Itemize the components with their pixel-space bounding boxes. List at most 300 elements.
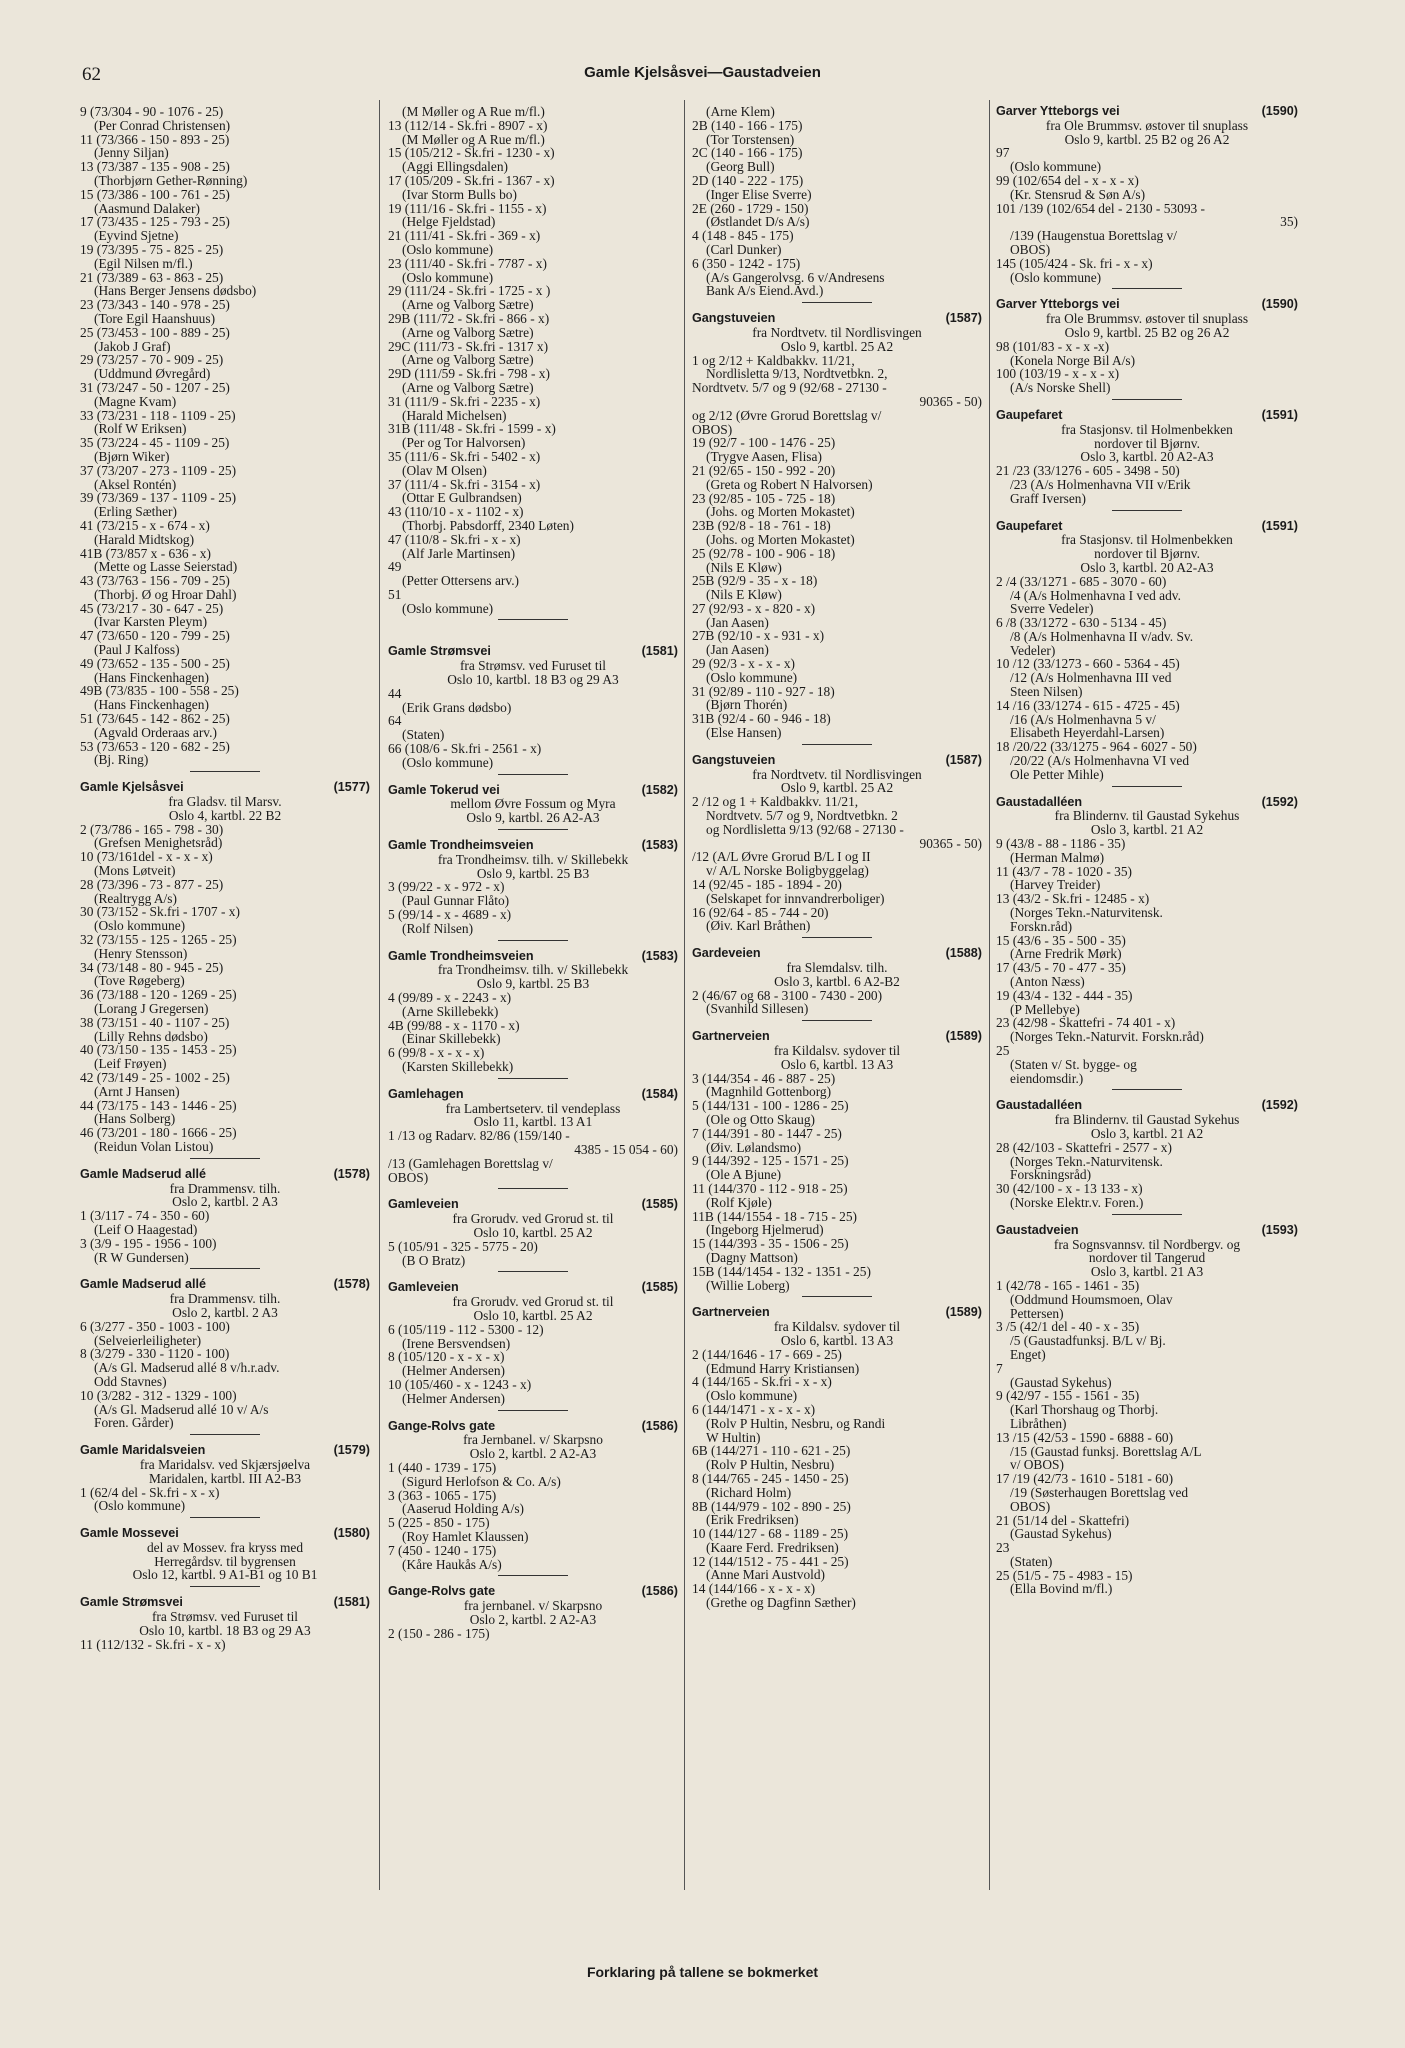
owner-line: (Paul Gunnar Flåto) bbox=[402, 893, 510, 909]
street-description: fra Blindernv. til Gaustad Sykehus bbox=[1054, 1112, 1240, 1128]
property-line: 37 (73/207 - 273 - 1109 - 25) bbox=[80, 462, 237, 478]
street-description: fra Nordtvetv. til Nordlisvingen bbox=[752, 324, 922, 340]
property-line: 66 (108/6 - Sk.fri - 2561 - x) bbox=[388, 741, 542, 757]
owner-line: (Ole og Otto Skaug) bbox=[706, 1111, 815, 1127]
owner-line: eiendomsdir.) bbox=[1010, 1070, 1084, 1086]
owner-line: (Trygve Aasen, Flisa) bbox=[706, 449, 822, 465]
property-line: 2C (140 - 166 - 175) bbox=[692, 145, 803, 161]
street-heading bbox=[996, 409, 1298, 423]
street-description: fra Lambertseterv. til vendeplass bbox=[445, 1100, 621, 1116]
owner-line: (Jenny Siljan) bbox=[94, 145, 169, 161]
street-description: Oslo 2, kartbl. 2 A2-A3 bbox=[469, 1611, 597, 1627]
property-line: 15 (73/386 - 100 - 761 - 25) bbox=[80, 186, 230, 202]
property-line: 6 /8 (33/1272 - 630 - 5134 - 45) bbox=[996, 615, 1167, 631]
owner-line: OBOS) bbox=[1010, 1498, 1051, 1514]
street-number: (1581) bbox=[641, 644, 678, 659]
owner-line: (Norges Tekn.-Naturvit. Forskn.råd) bbox=[1010, 1029, 1204, 1045]
property-line: 29 (92/3 - x - x - x) bbox=[692, 656, 796, 672]
owner-line: (P Mellebye) bbox=[1010, 1001, 1080, 1017]
street-description: fra Slemdalsv. tilh. bbox=[786, 960, 888, 976]
property-line: 1 og 2/12 + Kaldbakkv. 11/21, bbox=[692, 352, 855, 368]
owner-line: /16 (A/s Holmenhavna 5 v/ bbox=[1010, 711, 1156, 727]
owner-line: (Hans Finckenhagen) bbox=[94, 697, 209, 713]
owner-line: (Georg Bull) bbox=[706, 159, 775, 175]
owner-line: (Ivar Storm Bulls bo) bbox=[402, 186, 517, 202]
property-line: OBOS) bbox=[388, 1169, 429, 1185]
property-line: 49B (73/835 - 100 - 558 - 25) bbox=[80, 683, 239, 699]
street-description: fra Drammensv. tilh. bbox=[169, 1180, 281, 1196]
street-heading bbox=[692, 947, 982, 961]
property-line: 45 (73/217 - 30 - 647 - 25) bbox=[80, 600, 224, 616]
owner-line: (Irene Bersvendsen) bbox=[402, 1335, 511, 1351]
street-heading bbox=[80, 1278, 370, 1292]
owner-line: (Grefsen Menighetsråd) bbox=[94, 835, 223, 851]
property-line: 30 (73/152 - Sk.fri - 1707 - x) bbox=[80, 904, 240, 920]
property-line: 19 (111/16 - Sk.fri - 1155 - x) bbox=[388, 200, 547, 216]
owner-line: (Oslo kommune) bbox=[402, 600, 494, 616]
street-number: (1590) bbox=[1261, 105, 1298, 118]
owner-line: (Selskapet for innvandrerboliger) bbox=[706, 890, 885, 906]
property-line: 17 (73/435 - 125 - 793 - 25) bbox=[80, 214, 230, 230]
property-line: 31B (92/4 - 60 - 946 - 18) bbox=[692, 711, 831, 727]
property-line: 6B (144/271 - 110 - 621 - 25) bbox=[692, 1443, 851, 1459]
street-description: Oslo 10, kartbl. 25 A2 bbox=[473, 1307, 593, 1323]
owner-line: /12 (A/s Holmenhavna III ved bbox=[1010, 670, 1172, 686]
street-heading bbox=[996, 105, 1298, 119]
property-line: 8 (3/279 - 330 - 1120 - 100) bbox=[80, 1346, 230, 1362]
owner-line: (Staten v/ St. bygge- og bbox=[1010, 1056, 1137, 1072]
street-number: (1591) bbox=[1261, 518, 1298, 533]
street-heading bbox=[996, 1224, 1298, 1238]
street-description: Oslo 3, kartbl. 20 A2-A3 bbox=[1080, 559, 1214, 575]
owner-line: (Øiv. Karl Bråthen) bbox=[706, 918, 811, 934]
property-line: 21 (51/14 del - Skattefri) bbox=[996, 1512, 1130, 1528]
street-name: Gamle Trondheimsveien bbox=[388, 838, 534, 853]
property-line: 23 (111/40 - Sk.fri - 7787 - x) bbox=[388, 255, 547, 271]
owner-line: Vedeler) bbox=[1010, 642, 1056, 658]
property-line: 15 (144/393 - 35 - 1506 - 25) bbox=[692, 1236, 849, 1252]
section-rule bbox=[802, 744, 872, 745]
street-number: (1589) bbox=[945, 1305, 982, 1320]
owner-line: (Arne og Valborg Sætre) bbox=[402, 352, 534, 368]
property-line: 40 (73/150 - 135 - 1453 - 25) bbox=[80, 1042, 237, 1058]
street-number: (1589) bbox=[945, 1029, 982, 1044]
street-description: nordover til Bjørnv. bbox=[1094, 546, 1200, 562]
property-line: 1 (440 - 1739 - 175) bbox=[388, 1459, 497, 1475]
owner-line: (Ingeborg Hjelmerud) bbox=[706, 1222, 824, 1238]
property-line: 27B (92/10 - x - 931 - x) bbox=[692, 628, 825, 644]
property-line: 5 (105/91 - 325 - 5775 - 20) bbox=[388, 1238, 538, 1254]
owner-line: (Gaustad Sykehus) bbox=[1010, 1374, 1112, 1390]
owner-line: (Thorbj. Pabsdorff, 2340 Løten) bbox=[402, 517, 574, 533]
property-line: 101 /139 (102/654 del - 2130 - 53093 - bbox=[996, 200, 1206, 216]
owner-line: (Ottar E Gulbrandsen) bbox=[402, 490, 522, 506]
owner-line: (Einar Skillebekk) bbox=[402, 1031, 501, 1047]
property-line: 17 (43/5 - 70 - 477 - 35) bbox=[996, 960, 1126, 976]
owner-line: (Greta og Robert N Halvorsen) bbox=[706, 476, 873, 492]
running-head: Gamle Kjelsåsvei—Gaustadveien bbox=[584, 64, 821, 81]
street-name: Gangstuveien bbox=[692, 752, 776, 767]
owner-line: (Konela Norge Bil A/s) bbox=[1010, 352, 1136, 368]
page-number: 62 bbox=[82, 64, 101, 85]
property-line: 31 (111/9 - Sk.fri - 2235 - x) bbox=[388, 393, 541, 409]
section-rule bbox=[498, 1271, 568, 1272]
property-line: 44 (73/175 - 143 - 1446 - 25) bbox=[80, 1097, 237, 1113]
property-line: 2 /12 og 1 + Kaldbakkv. 11/21, bbox=[692, 794, 859, 810]
property-line: 53 (73/653 - 120 - 682 - 25) bbox=[80, 738, 230, 754]
owner-line: (Uddmund Øvregård) bbox=[94, 366, 211, 382]
owner-line: (Harvey Treider) bbox=[1010, 877, 1101, 893]
property-line: 13 (112/14 - Sk.fri - 8907 - x) bbox=[388, 117, 548, 133]
street-number: (1586) bbox=[641, 1584, 678, 1599]
property-line: og 2/12 (Øvre Grorud Borettslag v/ bbox=[692, 407, 882, 423]
street-heading bbox=[388, 1585, 678, 1599]
owner-line: (Alf Jarle Martinsen) bbox=[402, 545, 516, 561]
owner-line: (Olav M Olsen) bbox=[402, 462, 487, 478]
property-line: 38 (73/151 - 40 - 1107 - 25) bbox=[80, 1014, 230, 1030]
property-line: 6 (3/277 - 350 - 1003 - 100) bbox=[80, 1318, 230, 1334]
section-rule bbox=[498, 940, 568, 941]
owner-line: Elisabeth Heyerdahl-Larsen) bbox=[1010, 725, 1165, 741]
street-heading bbox=[388, 645, 678, 659]
street-name: Gange-Rolvs gate bbox=[388, 1418, 496, 1433]
property-line: 2B (140 - 166 - 175) bbox=[692, 117, 803, 133]
column-divider bbox=[989, 100, 990, 1890]
property-line: 6 (144/1471 - x - x - x) bbox=[692, 1401, 816, 1417]
column-3 bbox=[692, 105, 982, 1945]
property-line: 15 (43/6 - 35 - 500 - 35) bbox=[996, 932, 1126, 948]
owner-line: (A/s Gl. Madserud allé 8 v/h.r.adv. bbox=[94, 1360, 280, 1376]
street-heading bbox=[388, 1088, 678, 1102]
owner-line: (Nils E Kløw) bbox=[706, 559, 782, 575]
owner-line: (Oslo kommune) bbox=[94, 918, 186, 934]
owner-line: (Aggi Ellingsdalen) bbox=[402, 159, 508, 175]
property-line: 23 (92/85 - 105 - 725 - 18) bbox=[692, 490, 836, 506]
property-line: 2 (73/786 - 165 - 798 - 30) bbox=[80, 821, 224, 837]
property-line: 21 (92/65 - 150 - 992 - 20) bbox=[692, 462, 836, 478]
property-line: 99 (102/654 del - x - x - x) bbox=[996, 172, 1139, 188]
owner-line: v/ A/L Norske Boligbyggelag) bbox=[706, 863, 869, 879]
property-line: /12 (A/L Øvre Grorud B/L I og II bbox=[692, 849, 871, 865]
owner-line: (Aasmund Dalaker) bbox=[94, 200, 200, 216]
street-description: fra Stasjonsv. til Holmenbekken bbox=[1061, 532, 1233, 548]
owner-line: (Magne Kvam) bbox=[94, 393, 177, 409]
property-line: 3 (3/9 - 195 - 1956 - 100) bbox=[80, 1235, 217, 1251]
property-line: 42 (73/149 - 25 - 1002 - 25) bbox=[80, 1069, 230, 1085]
street-name: Gaupefaret bbox=[996, 407, 1063, 422]
owner-line: (Arne Fredrik Mørk) bbox=[1010, 946, 1122, 962]
street-description: Oslo 3, kartbl. 21 A2 bbox=[1090, 822, 1204, 838]
property-line: 4 (99/89 - x - 2243 - x) bbox=[388, 990, 512, 1006]
street-description: fra Gladsv. til Marsv. bbox=[168, 794, 282, 810]
owner-line: Steen Nilsen) bbox=[1010, 684, 1083, 700]
owner-line: (Selveierleiligheter) bbox=[94, 1332, 202, 1348]
owner-line: (Agvald Orderaas arv.) bbox=[94, 724, 217, 740]
owner-line: (Lilly Rehns dødsbo) bbox=[94, 1028, 208, 1044]
section-rule bbox=[802, 1296, 872, 1297]
owner-line: (Oslo kommune) bbox=[402, 754, 494, 770]
property-line: OBOS) bbox=[692, 421, 733, 437]
spacer bbox=[388, 622, 678, 636]
street-heading bbox=[388, 784, 678, 798]
owner-line: (Rolf Kjøle) bbox=[706, 1194, 772, 1210]
property-line: 35 (73/224 - 45 - 1109 - 25) bbox=[80, 435, 230, 451]
owner-line: (Norges Tekn.-Naturvitensk. bbox=[1010, 905, 1163, 921]
owner-line: (Erik Grans dødsbo) bbox=[402, 699, 512, 715]
owner-line: (Herman Malmø) bbox=[1010, 849, 1105, 865]
street-number: (1591) bbox=[1261, 407, 1298, 422]
owner-line: (Harald Michelsen) bbox=[402, 407, 507, 423]
property-line: 8 (144/765 - 245 - 1450 - 25) bbox=[692, 1470, 849, 1486]
street-description: fra Grorudv. ved Grorud st. til bbox=[452, 1211, 614, 1227]
street-description: fra Blindernv. til Gaustad Sykehus bbox=[1054, 808, 1240, 824]
owner-line: (Thorbj. Ø og Hroar Dahl) bbox=[94, 586, 237, 602]
property-line: 16 (92/64 - 85 - 744 - 20) bbox=[692, 904, 829, 920]
owner-line: (Hans Solberg) bbox=[94, 1111, 176, 1127]
owner-line: (Anne Mari Austvold) bbox=[706, 1567, 826, 1583]
street-number: (1582) bbox=[641, 782, 678, 797]
owner-line: (Arne og Valborg Sætre) bbox=[402, 324, 534, 340]
street-description: Oslo 2, kartbl. 2 A3 bbox=[172, 1304, 278, 1320]
property-line: 64 bbox=[388, 713, 402, 729]
street-description: fra Maridalsv. ved Skjærsjøelva bbox=[139, 1456, 311, 1472]
street-description: nordover til Tangerud bbox=[1088, 1250, 1206, 1266]
property-line: 13 (43/2 - Sk.fri - 12485 - x) bbox=[996, 891, 1150, 907]
owner-line: /20/22 (A/s Holmenhavna VI ved bbox=[1010, 753, 1190, 769]
street-description: fra Nordtvetv. til Nordlisvingen bbox=[752, 766, 922, 782]
street-name: Gange-Rolvs gate bbox=[388, 1584, 496, 1599]
property-line: 6 (99/8 - x - x - x) bbox=[388, 1045, 485, 1061]
owner-line: (Ivar Karsten Pleym) bbox=[94, 614, 208, 630]
street-number: (1588) bbox=[945, 946, 982, 961]
property-line: 25 bbox=[996, 1043, 1010, 1058]
property-line: 29C (111/73 - Sk.fri - 1317 x) bbox=[388, 338, 549, 354]
owner-line: Pettersen) bbox=[1010, 1305, 1064, 1321]
section-rule bbox=[1112, 1089, 1182, 1090]
property-line: 11 (43/7 - 78 - 1020 - 35) bbox=[996, 863, 1132, 879]
section-rule bbox=[190, 1158, 260, 1159]
property-line: 1 (42/78 - 165 - 1461 - 35) bbox=[996, 1277, 1140, 1293]
owner-line: (Grethe og Dagfinn Sæther) bbox=[706, 1595, 856, 1611]
owner-line: (Arne og Valborg Sætre) bbox=[402, 379, 534, 395]
owner-line: (Tove Røgeberg) bbox=[94, 973, 185, 989]
street-description: Oslo 9, kartbl. 25 B2 og 26 A2 bbox=[1064, 131, 1230, 147]
section-rule bbox=[190, 1517, 260, 1518]
property-line: 10 (3/282 - 312 - 1329 - 100) bbox=[80, 1387, 237, 1403]
street-name: Garver Ytteborgs vei bbox=[996, 297, 1120, 312]
owner-line: (Johs. og Morten Mokastet) bbox=[706, 504, 855, 520]
section-rule bbox=[498, 1575, 568, 1576]
owner-line: (Oddmund Houmsmoen, Olav bbox=[1010, 1291, 1173, 1307]
property-line: 12 (144/1512 - 75 - 441 - 25) bbox=[692, 1553, 849, 1569]
owner-line: /5 (Gaustadfunksj. B/L v/ Bj. bbox=[1010, 1333, 1166, 1349]
owner-line: (Tor Torstensen) bbox=[706, 131, 795, 147]
property-line: Nordtvetv. 5/7 og 9 (92/68 - 27130 - bbox=[692, 380, 887, 396]
owner-line: (Leif O Haagestad) bbox=[94, 1221, 198, 1237]
property-line: 9 (73/304 - 90 - 1076 - 25) bbox=[80, 105, 224, 119]
column-4 bbox=[996, 105, 1298, 1945]
property-line: 13 (73/387 - 135 - 908 - 25) bbox=[80, 159, 230, 175]
street-heading bbox=[996, 1099, 1298, 1113]
street-description: fra Kildalsv. sydover til bbox=[773, 1319, 901, 1335]
property-line: 9 (42/97 - 155 - 1561 - 35) bbox=[996, 1388, 1140, 1404]
owner-line: (Helge Fjeldstad) bbox=[402, 214, 496, 230]
property-line: 97 bbox=[996, 145, 1010, 161]
property-line: 11 (112/132 - Sk.fri - x - x) bbox=[80, 1636, 226, 1652]
street-description: Oslo 9, kartbl. 25 B3 bbox=[476, 976, 590, 992]
owner-line: W Hultin) bbox=[706, 1429, 761, 1445]
street-number: (1587) bbox=[945, 752, 982, 767]
owner-line: Forskningsråd) bbox=[1010, 1167, 1092, 1183]
property-line: 14 (92/45 - 185 - 1894 - 20) bbox=[692, 877, 842, 893]
owner-line: (Magnhild Gottenborg) bbox=[706, 1084, 832, 1100]
property-line: 90365 - 50) bbox=[919, 393, 982, 409]
owner-line: (Staten) bbox=[402, 727, 445, 743]
property-line: 145 (105/424 - Sk. fri - x - x) bbox=[996, 255, 1153, 271]
street-name: Gamleveien bbox=[388, 1280, 459, 1295]
street-heading bbox=[996, 796, 1298, 810]
street-heading bbox=[388, 1420, 678, 1434]
street-description: Maridalen, kartbl. III A2-B3 bbox=[148, 1470, 302, 1486]
owner-line: (Øiv. Lølandsmo) bbox=[706, 1139, 802, 1155]
street-heading bbox=[388, 1281, 678, 1295]
owner-line: (Jan Aasen) bbox=[706, 642, 769, 658]
owner-line: (Karl Thorshaug og Thorbj. bbox=[1010, 1402, 1159, 1418]
section-rule bbox=[498, 1078, 568, 1079]
owner-line: (Kåre Haukås A/s) bbox=[402, 1556, 502, 1572]
property-line: 4B (99/88 - x - 1170 - x) bbox=[388, 1017, 520, 1033]
section-rule bbox=[1112, 1214, 1182, 1215]
street-number: (1587) bbox=[945, 311, 982, 326]
owner-line: (Mons Løtveit) bbox=[94, 863, 176, 879]
section-rule bbox=[1112, 786, 1182, 787]
street-heading bbox=[80, 1168, 370, 1182]
owner-line: (Helmer Andersen) bbox=[402, 1390, 505, 1406]
street-description: Oslo 10, kartbl. 25 A2 bbox=[473, 1224, 593, 1240]
street-description: Oslo 12, kartbl. 9 A1-B1 og 10 B1 bbox=[132, 1567, 318, 1583]
owner-line: og Nordlisletta 9/13 (92/68 - 27130 - bbox=[706, 821, 904, 837]
section-rule bbox=[190, 771, 260, 772]
property-line: 14 (144/166 - x - x - x) bbox=[692, 1581, 816, 1597]
owner-line: (Edmund Harry Kristiansen) bbox=[706, 1360, 860, 1376]
street-description: fra Ole Brummsv. østover til snuplass bbox=[1045, 117, 1249, 133]
owner-line: Foren. Gårder) bbox=[94, 1415, 174, 1431]
street-heading bbox=[692, 1030, 982, 1044]
owner-line: (Bjørn Wiker) bbox=[94, 448, 170, 464]
owner-line: (Jan Aasen) bbox=[706, 614, 769, 630]
owner-line: (Sigurd Herlofson & Co. A/s) bbox=[402, 1473, 561, 1489]
property-line: 29 (73/257 - 70 - 909 - 25) bbox=[80, 352, 224, 368]
street-name: Gaupefaret bbox=[996, 518, 1063, 533]
street-description: Oslo 9, kartbl. 25 A2 bbox=[780, 338, 894, 354]
owner-line: (Arne Klem) bbox=[706, 105, 775, 119]
property-line: 21 (111/41 - Sk.fri - 369 - x) bbox=[388, 228, 541, 244]
owner-line: (Thorbjørn Gether-Rønning) bbox=[94, 172, 248, 188]
street-description: fra Trondheimsv. tilh. v/ Skillebekk bbox=[437, 962, 629, 978]
owner-line: /15 (Gaustad funksj. Borettslag A/L bbox=[1010, 1443, 1202, 1459]
property-line: 10 /12 (33/1273 - 660 - 5364 - 45) bbox=[996, 656, 1180, 672]
street-description: Oslo 2, kartbl. 2 A3 bbox=[172, 1194, 278, 1210]
section-rule bbox=[802, 1020, 872, 1021]
property-line: 23 bbox=[996, 1540, 1010, 1556]
property-line: 6 (350 - 1242 - 175) bbox=[692, 255, 801, 271]
owner-line: (Erik Fredriksen) bbox=[706, 1512, 799, 1528]
street-description: fra jernbanel. v/ Skarpsno bbox=[463, 1598, 603, 1614]
section-rule bbox=[1112, 288, 1182, 289]
owner-line: v/ OBOS) bbox=[1010, 1457, 1064, 1473]
property-line: 21 /23 (33/1276 - 605 - 3498 - 50) bbox=[996, 463, 1180, 479]
property-line: 15B (144/1454 - 132 - 1351 - 25) bbox=[692, 1263, 871, 1279]
column-1 bbox=[80, 105, 370, 1945]
owner-line: (Henry Stensson) bbox=[94, 945, 188, 961]
street-description: Oslo 9, kartbl. 26 A2-A3 bbox=[466, 810, 600, 826]
property-line: 5 (144/131 - 100 - 1286 - 25) bbox=[692, 1098, 849, 1114]
property-line: 3 (363 - 1065 - 175) bbox=[388, 1487, 497, 1503]
owner-line: /19 (Søsterhaugen Borettslag ved bbox=[1010, 1484, 1189, 1500]
property-line: 8 (105/120 - x - x - x) bbox=[388, 1349, 505, 1365]
property-line: 37 (111/4 - Sk.fri - 3154 - x) bbox=[388, 476, 541, 492]
owner-line: (Leif Frøyen) bbox=[94, 1056, 167, 1072]
street-description: fra Sognsvannsv. til Nordbergv. og bbox=[1053, 1236, 1241, 1252]
property-line: 5 (99/14 - x - 4689 - x) bbox=[388, 907, 512, 923]
property-line: 17 (105/209 - Sk.fri - 1367 - x) bbox=[388, 172, 555, 188]
property-line: 19 (73/395 - 75 - 825 - 25) bbox=[80, 241, 224, 257]
street-heading bbox=[692, 1306, 982, 1320]
property-line: 49 bbox=[388, 559, 402, 575]
section-rule bbox=[802, 937, 872, 938]
property-line: 9 (43/8 - 88 - 1186 - 35) bbox=[996, 836, 1126, 852]
section-rule bbox=[498, 774, 568, 775]
street-number: (1592) bbox=[1261, 794, 1298, 809]
owner-line: (Petter Ottersens arv.) bbox=[402, 573, 519, 589]
street-number: (1590) bbox=[1261, 297, 1298, 312]
street-heading bbox=[80, 1596, 370, 1610]
owner-line: (Lorang J Gregersen) bbox=[94, 1001, 209, 1016]
owner-line: (Rolv P Hultin, Nesbru) bbox=[706, 1457, 835, 1473]
property-line: 47 (110/8 - Sk.fri - x - x) bbox=[388, 531, 521, 547]
street-name: Gartnerveien bbox=[692, 1305, 770, 1320]
owner-line: (Carl Dunker) bbox=[706, 241, 782, 257]
street-description: Herregårdsv. til bygrensen bbox=[154, 1553, 296, 1569]
property-line: 2E (260 - 1729 - 150) bbox=[692, 200, 809, 216]
owner-line: (Østlandet D/s A/s) bbox=[706, 214, 810, 230]
property-line: 7 bbox=[996, 1360, 1003, 1376]
street-number: (1593) bbox=[1261, 1222, 1298, 1237]
property-line: 27 (92/93 - x - 820 - x) bbox=[692, 600, 816, 616]
owner-line: Bank A/s Eiend.Avd.) bbox=[706, 283, 824, 299]
owner-line: (Norges Tekn.-Naturvitensk. bbox=[1010, 1153, 1163, 1169]
owner-line: /4 (A/s Holmenhavna I ved adv. bbox=[1010, 587, 1181, 603]
owner-line: (Arnt J Hansen) bbox=[94, 1083, 180, 1099]
street-description: Oslo 11, kartbl. 13 A1 bbox=[473, 1114, 593, 1130]
property-line: 1 (62/4 del - Sk.fri - x - x) bbox=[80, 1484, 220, 1500]
street-number: (1583) bbox=[641, 948, 678, 963]
owner-line: (Arne og Valborg Sætre) bbox=[402, 297, 534, 313]
street-name: Gaustadveien bbox=[996, 1222, 1079, 1237]
street-heading bbox=[388, 1198, 678, 1212]
street-number: (1577) bbox=[333, 780, 370, 795]
property-line: 31 (92/89 - 110 - 927 - 18) bbox=[692, 683, 835, 699]
property-line: 35 (111/6 - Sk.fri - 5402 - x) bbox=[388, 448, 541, 464]
property-line: 33 (73/231 - 118 - 1109 - 25) bbox=[80, 407, 236, 423]
owner-line: Odd Stavnes) bbox=[94, 1373, 167, 1389]
street-name: Gamle Kjelsåsvei bbox=[80, 780, 184, 795]
owner-line: /23 (A/s Holmenhavna VII v/Erik bbox=[1010, 476, 1191, 492]
owner-line: Nordlisletta 9/13, Nordtvetbkn. 2, bbox=[706, 366, 888, 382]
section-rule bbox=[190, 1586, 260, 1587]
street-description: nordover til Bjørnv. bbox=[1094, 435, 1200, 451]
street-description: Oslo 3, kartbl. 21 A3 bbox=[1090, 1264, 1204, 1280]
